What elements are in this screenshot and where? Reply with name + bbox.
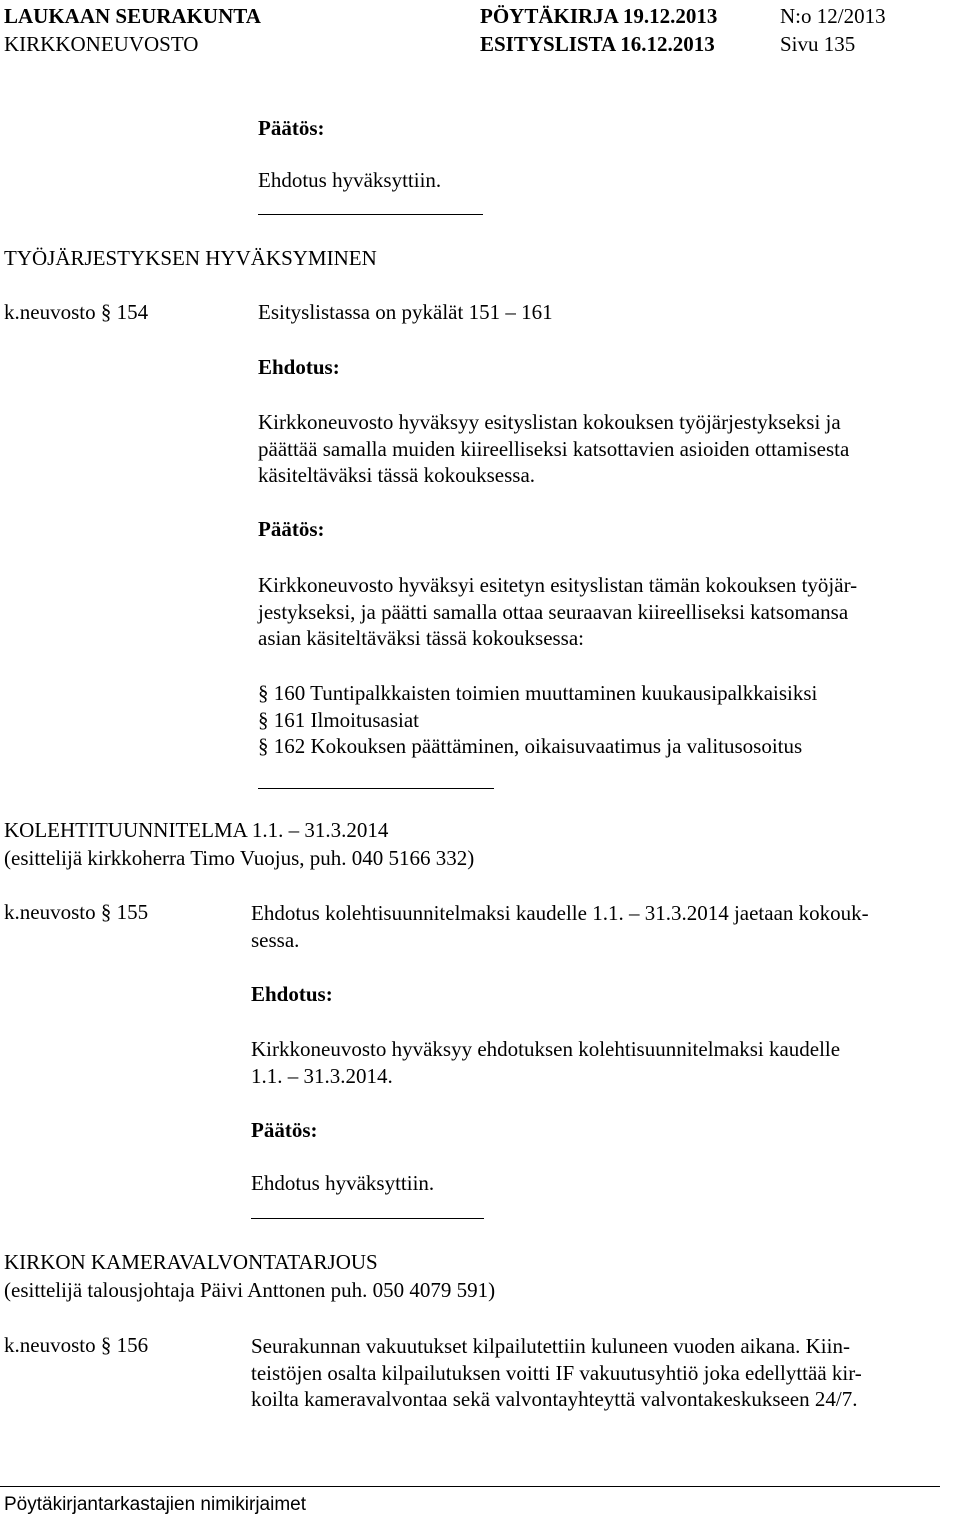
- top-decision-label: Päätös:: [258, 116, 325, 140]
- section-heading: KIRKON KAMERAVALVONTATARJOUS: [4, 1250, 378, 1274]
- proposal-line: käsiteltäväksi tässä kokouksessa.: [258, 463, 536, 487]
- proposal-text: [251, 1036, 840, 1089]
- proposal-line: 1.1. – 31.3.2014.: [251, 1063, 393, 1088]
- decision-line: asian käsiteltäväksi tässä kokouksessa:: [258, 626, 585, 650]
- intro-line: sessa.: [251, 927, 300, 952]
- decision-line: jestykseksi, ja päätti samalla ottaa seuraavan kiireelliseksi katsomansa: [258, 599, 849, 624]
- proposal-label: Ehdotus:: [258, 355, 340, 379]
- proposal-label: Ehdotus:: [251, 982, 333, 1006]
- section-reference: k.neuvosto § 155: [4, 900, 149, 924]
- decision-label: Päätös:: [251, 1118, 318, 1142]
- section-divider: [258, 214, 483, 215]
- body-line: Seurakunnan vakuutukset kilpailutettiin kuluneen vuoden aikana. Kiin-: [251, 1334, 850, 1358]
- proposal-line: Kirkkoneuvosto hyväksyy esityslistan kokouksen työjärjestykseksi ja: [258, 410, 841, 434]
- section-heading: TYÖJÄRJESTYKSEN HYVÄKSYMINEN: [4, 246, 377, 270]
- presenter-line: (esittelijä talousjohtaja Päivi Anttonen puh. 050 4079 591): [4, 1278, 496, 1302]
- agenda-date: ESITYSLISTA 16.12.2013: [480, 32, 715, 56]
- minutes-date: PÖYTÄKIRJA 19.12.2013: [480, 4, 718, 28]
- body-line: koilta kameravalvontaa sekä valvontayhteyttä valvontakeskukseen 24/7.: [251, 1387, 858, 1411]
- list-item: § 160 Tuntipalkkaisten toimien muuttaminen kuukausipalkkaisiksi: [258, 681, 818, 705]
- list-item: § 161 Ilmoitusasiat: [258, 707, 419, 732]
- decision-text: [258, 572, 857, 652]
- section-reference: k.neuvosto § 154: [4, 300, 149, 324]
- section-intro: [251, 900, 869, 953]
- section-divider: [251, 1218, 484, 1219]
- intro-line: Ehdotus kolehtisuunnitelmaksi kaudelle 1.1. – 31.3.2014 jaetaan kokouk-: [251, 901, 869, 925]
- doc-number: N:o 12/2013: [780, 4, 886, 28]
- decision-line: Kirkkoneuvosto hyväksyi esitetyn esityslistan tämän kokouksen työjär-: [258, 573, 858, 597]
- proposal-line: päättää samalla muiden kiireelliseksi katsottavien asioiden ottamisesta: [258, 436, 850, 461]
- section-divider: [258, 788, 494, 789]
- decision-text: Ehdotus hyväksyttiin.: [251, 1171, 435, 1195]
- list-item: § 162 Kokouksen päättäminen, oikaisuvaatimus ja valitusosoitus: [258, 734, 803, 758]
- page-number: Sivu 135: [780, 32, 856, 56]
- body-line: teistöjen osalta kilpailutuksen voitti IF vakuutusyhtiö joka edellyttää kir-: [251, 1360, 862, 1385]
- agenda-items-list: [258, 680, 817, 760]
- decision-label: Päätös:: [258, 517, 325, 541]
- section-reference: k.neuvosto § 156: [4, 1333, 149, 1357]
- org-name: LAUKAAN SEURAKUNTA: [4, 4, 261, 28]
- proposal-line: Kirkkoneuvosto hyväksyy ehdotuksen kolehtisuunnitelmaksi kaudelle: [251, 1037, 841, 1061]
- section-intro: Esityslistassa on pykälät 151 – 161: [258, 300, 553, 324]
- body-name: KIRKKONEUVOSTO: [4, 32, 199, 56]
- section-heading: KOLEHTITUUNNITELMA 1.1. – 31.3.2014: [4, 818, 389, 842]
- footer-label: Pöytäkirjantarkastajien nimikirjaimet: [4, 1494, 306, 1515]
- proposal-text: [258, 409, 849, 489]
- section-body: [251, 1333, 862, 1413]
- top-decision-text: Ehdotus hyväksyttiin.: [258, 168, 442, 192]
- presenter-line: (esittelijä kirkkoherra Timo Vuojus, puh. 040 5166 332): [4, 846, 475, 870]
- footer-rule: [0, 1486, 940, 1487]
